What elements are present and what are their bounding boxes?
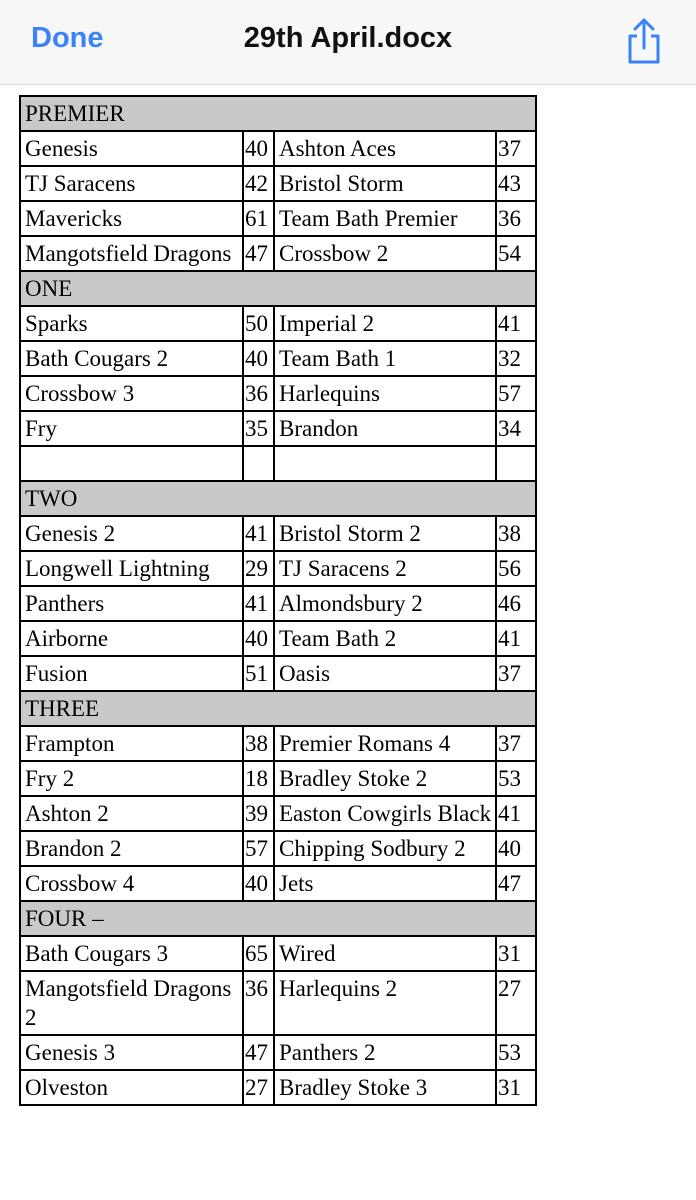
home-team-cell: Ashton 2 xyxy=(20,796,243,831)
home-score-cell: 41 xyxy=(243,586,274,621)
result-row xyxy=(20,726,536,761)
home-score-cell: 40 xyxy=(243,341,274,376)
home-score-cell: 35 xyxy=(243,411,274,446)
away-score-cell: 53 xyxy=(496,1035,536,1070)
result-row xyxy=(20,621,536,656)
division-header-row xyxy=(20,901,536,936)
away-team-cell: Imperial 2 xyxy=(274,306,496,341)
away-score-cell: 54 xyxy=(496,236,536,271)
away-score-cell: 27 xyxy=(496,971,536,1035)
result-row xyxy=(20,306,536,341)
division-name: FOUR – xyxy=(20,901,536,936)
home-team-cell: Longwell Lightning xyxy=(20,551,243,586)
results-table xyxy=(19,95,537,1106)
home-team-cell: Fry 2 xyxy=(20,761,243,796)
home-team-cell: Sparks xyxy=(20,306,243,341)
home-team-cell: Mangotsfield Dragons 2 xyxy=(20,971,243,1035)
away-team-cell xyxy=(274,446,496,481)
away-team-cell: Bradley Stoke 2 xyxy=(274,761,496,796)
result-row xyxy=(20,831,536,866)
division-name: PREMIER xyxy=(20,96,536,131)
home-team-cell: Mavericks xyxy=(20,201,243,236)
away-score-cell: 36 xyxy=(496,201,536,236)
home-team-cell: Airborne xyxy=(20,621,243,656)
home-team-cell: Genesis xyxy=(20,131,243,166)
away-score-cell: 32 xyxy=(496,341,536,376)
division-header-row xyxy=(20,96,536,131)
away-team-cell: Jets xyxy=(274,866,496,901)
result-row xyxy=(20,131,536,166)
away-team-cell: Brandon xyxy=(274,411,496,446)
home-team-cell: Crossbow 3 xyxy=(20,376,243,411)
home-score-cell: 47 xyxy=(243,236,274,271)
away-score-cell: 41 xyxy=(496,621,536,656)
result-row xyxy=(20,1070,536,1105)
share-icon xyxy=(622,16,666,66)
result-row xyxy=(20,516,536,551)
home-score-cell: 18 xyxy=(243,761,274,796)
away-score-cell: 41 xyxy=(496,306,536,341)
division-name: TWO xyxy=(20,481,536,516)
away-score-cell: 37 xyxy=(496,131,536,166)
away-team-cell: Wired xyxy=(274,936,496,971)
home-team-cell: Crossbow 4 xyxy=(20,866,243,901)
away-score-cell: 31 xyxy=(496,936,536,971)
home-score-cell: 41 xyxy=(243,516,274,551)
home-score-cell: 27 xyxy=(243,1070,274,1105)
away-team-cell: Harlequins xyxy=(274,376,496,411)
result-row xyxy=(20,1035,536,1070)
home-score-cell: 38 xyxy=(243,726,274,761)
away-score-cell: 57 xyxy=(496,376,536,411)
away-team-cell: Oasis xyxy=(274,656,496,691)
home-team-cell: Frampton xyxy=(20,726,243,761)
away-team-cell: Crossbow 2 xyxy=(274,236,496,271)
home-team-cell: Fusion xyxy=(20,656,243,691)
home-score-cell: 39 xyxy=(243,796,274,831)
home-team-cell: Fry xyxy=(20,411,243,446)
result-row xyxy=(20,551,536,586)
away-team-cell: Harlequins 2 xyxy=(274,971,496,1035)
away-score-cell: 41 xyxy=(496,796,536,831)
navigation-bar xyxy=(0,0,696,85)
away-team-cell: Ashton Aces xyxy=(274,131,496,166)
away-team-cell: Bristol Storm xyxy=(274,166,496,201)
home-score-cell: 61 xyxy=(243,201,274,236)
home-team-cell: Bath Cougars 2 xyxy=(20,341,243,376)
away-team-cell: TJ Saracens 2 xyxy=(274,551,496,586)
division-name: THREE xyxy=(20,691,536,726)
away-score-cell: 43 xyxy=(496,166,536,201)
result-row xyxy=(20,201,536,236)
away-score-cell: 37 xyxy=(496,726,536,761)
home-team-cell: Panthers xyxy=(20,586,243,621)
result-row xyxy=(20,166,536,201)
result-row xyxy=(20,586,536,621)
home-score-cell: 40 xyxy=(243,621,274,656)
result-row xyxy=(20,656,536,691)
share-button[interactable] xyxy=(622,16,666,66)
home-score-cell: 40 xyxy=(243,866,274,901)
away-score-cell: 34 xyxy=(496,411,536,446)
away-team-cell: Easton Cowgirls Black xyxy=(274,796,496,831)
home-score-cell: 65 xyxy=(243,936,274,971)
home-score-cell: 42 xyxy=(243,166,274,201)
home-team-cell: Bath Cougars 3 xyxy=(20,936,243,971)
home-score-cell: 36 xyxy=(243,376,274,411)
result-row xyxy=(20,376,536,411)
home-team-cell: Genesis 3 xyxy=(20,1035,243,1070)
away-score-cell: 37 xyxy=(496,656,536,691)
home-score-cell: 50 xyxy=(243,306,274,341)
division-header-row xyxy=(20,691,536,726)
away-score-cell: 31 xyxy=(496,1070,536,1105)
away-score-cell: 47 xyxy=(496,866,536,901)
home-score-cell: 40 xyxy=(243,131,274,166)
division-header-row xyxy=(20,271,536,306)
away-team-cell: Chipping Sodbury 2 xyxy=(274,831,496,866)
home-score-cell: 36 xyxy=(243,971,274,1035)
home-team-cell xyxy=(20,446,243,481)
result-row xyxy=(20,971,536,1035)
home-score-cell: 57 xyxy=(243,831,274,866)
document-page xyxy=(19,95,535,1106)
result-row xyxy=(20,411,536,446)
result-row xyxy=(20,761,536,796)
home-score-cell: 51 xyxy=(243,656,274,691)
away-team-cell: Team Bath 2 xyxy=(274,621,496,656)
away-score-cell: 46 xyxy=(496,586,536,621)
away-team-cell: Almondsbury 2 xyxy=(274,586,496,621)
away-team-cell: Panthers 2 xyxy=(274,1035,496,1070)
result-row xyxy=(20,936,536,971)
home-score-cell xyxy=(243,446,274,481)
away-score-cell xyxy=(496,446,536,481)
away-team-cell: Team Bath Premier xyxy=(274,201,496,236)
document-title: 29th April.docx xyxy=(243,22,453,54)
result-row xyxy=(20,446,536,481)
home-team-cell: Brandon 2 xyxy=(20,831,243,866)
home-team-cell: Mangotsfield Dragons xyxy=(20,236,243,271)
away-score-cell: 53 xyxy=(496,761,536,796)
away-team-cell: Premier Romans 4 xyxy=(274,726,496,761)
home-team-cell: TJ Saracens xyxy=(20,166,243,201)
result-row xyxy=(20,866,536,901)
away-score-cell: 56 xyxy=(496,551,536,586)
home-score-cell: 47 xyxy=(243,1035,274,1070)
result-row xyxy=(20,236,536,271)
away-team-cell: Bradley Stoke 3 xyxy=(274,1070,496,1105)
home-team-cell: Genesis 2 xyxy=(20,516,243,551)
result-row xyxy=(20,796,536,831)
away-score-cell: 38 xyxy=(496,516,536,551)
division-header-row xyxy=(20,481,536,516)
home-score-cell: 29 xyxy=(243,551,274,586)
away-team-cell: Team Bath 1 xyxy=(274,341,496,376)
result-row xyxy=(20,341,536,376)
away-score-cell: 40 xyxy=(496,831,536,866)
home-team-cell: Olveston xyxy=(20,1070,243,1105)
away-team-cell: Bristol Storm 2 xyxy=(274,516,496,551)
done-button[interactable]: Done xyxy=(31,22,104,54)
division-name: ONE xyxy=(20,271,536,306)
